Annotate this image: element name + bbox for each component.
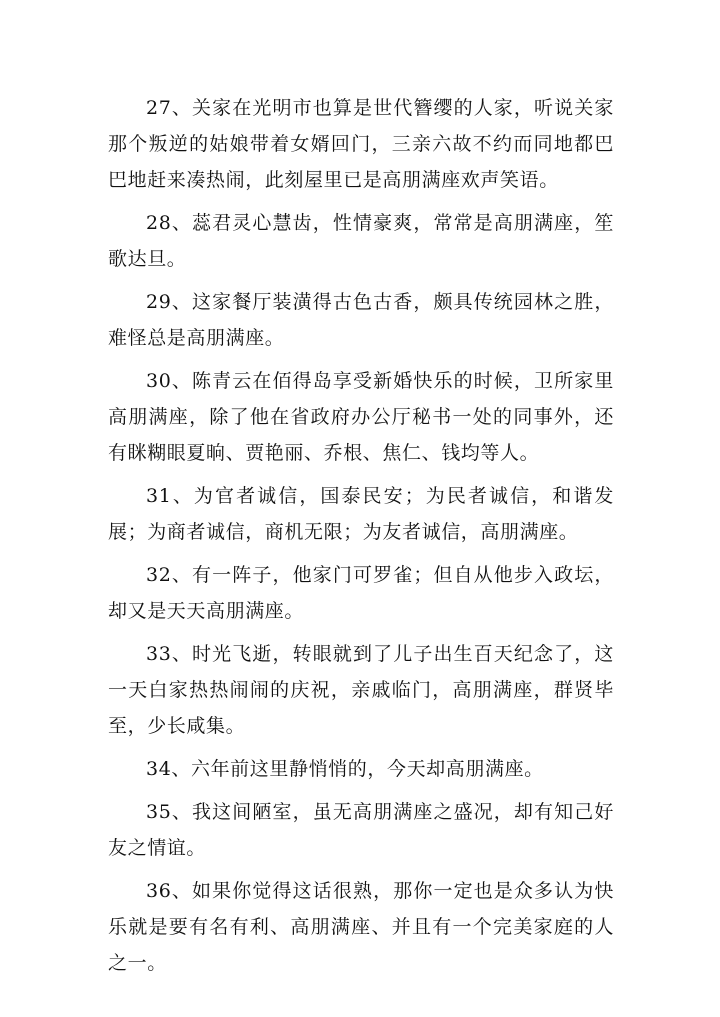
paragraph-35: 35、我这间陋室，虽无高朋满座之盛况，却有知己好友之情谊。 <box>108 801 614 859</box>
paragraph-32: 32、有一阵子，他家门可罗雀；但自从他步入政坛，却又是天天高朋满座。 <box>108 564 614 622</box>
document-body <box>108 90 614 988</box>
paragraph-30: 30、陈青云在佰得岛享受新婚快乐的时候，卫所家里高朋满座，除了他在省政府办公厅秘书一处的同事外，还有眯糊眼夏晌、贾艳丽、乔根、焦仁、钱均等人。 <box>108 370 614 464</box>
paragraph-34: 34、六年前这里静悄悄的，今天却高朋满座。 <box>146 758 544 780</box>
paragraph-27: 27、关家在光明市也算是世代簪缨的人家，听说关家那个叛逆的姑娘带着女婿回门，三亲六故不约而同地都巴巴地赶来凑热闹，此刻屋里已是高朋满座欢声笑语。 <box>108 97 614 191</box>
paragraph-29: 29、这家餐厅装潢得古色古香，颇具传统园林之胜，难怪总是高朋满座。 <box>108 291 614 349</box>
paragraph-31: 31、为官者诚信，国泰民安；为民者诚信，和谐发展；为商者诚信，商机无限；为友者诚信，高朋满座。 <box>108 485 614 543</box>
paragraph-28: 28、蕊君灵心慧齿，性情豪爽，常常是高朋满座，笙歌达旦。 <box>108 212 614 270</box>
paragraph-36: 36、如果你觉得这话很熟，那你一定也是众多认为快乐就是要有名有利、高朋满座、并且有一个完美家庭的人之一。 <box>108 880 614 974</box>
paragraph-33: 33、时光飞逝，转眼就到了儿子出生百天纪念了，这一天白家热热闹闹的庆祝，亲戚临门，高朋满座，群贤毕至，少长咸集。 <box>108 643 614 737</box>
